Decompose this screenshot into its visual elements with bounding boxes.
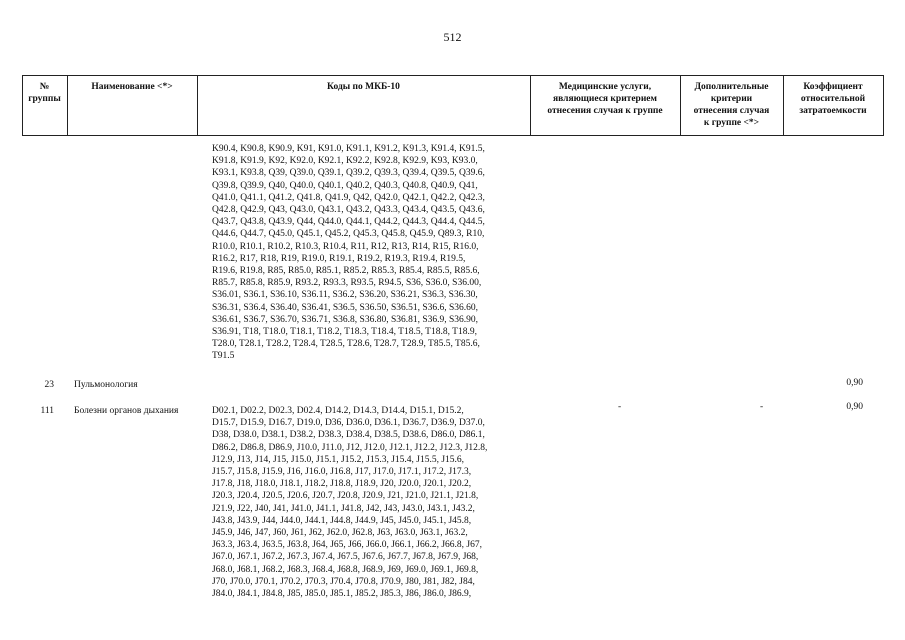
- table-row-codes: K90.4, K90.8, K90.9, K91, K91.0, K91.1, K91.2, K91.3, K91.4, K91.5, K91.8, K91.9, K92, K92.0, K92.1, K92.2, K92.8, K92.9, K93, K93.0, K93.1, K93.8, Q39, Q39.0, Q39.1, Q39.2, Q39.3, Q39.4, Q39.5, Q39.6, Q39.8, Q39.9, Q40, Q40.0, Q40.1, Q40.2, Q40.3, Q40.8, Q40.9, Q41, Q41.0, Q41.1, Q41.2, Q41.8, Q41.9, Q42, Q42.0, Q42.1, Q42.2, Q42.3, Q42.8, Q42.9, Q43, Q43.0, Q43.1, Q43.2, Q43.3, Q43.4, Q43.5, Q43.6, Q43.7, Q43.8, Q43.9, Q44, Q44.0, Q44.1, Q44.2, Q44.3, Q44.4, Q44.5, Q44.6, Q44.7, Q45.0, Q45.1, Q45.2, Q45.3, Q45.8, Q45.9, Q89.3, R10, R10.0, R10.1, R10.2, R10.3, R10.4, R11, R12, R13, R14, R15, R16.0, R16.2, R17, R18, R19, R19.0, R19.1, R19.2, R19.3, R19.4, R19.5, R19.6, R19.8, R85, R85.0, R85.1, R85.2, R85.3, R85.4, R85.5, R85.6, R85.7, R85.8, R85.9, R93.2, R93.3, R93.5, R94.5, S36, S36.0, S36.00, S36.01, S36.1, S36.10, S36.11, S36.2, S36.20, S36.21, S36.3, S36.30, S36.31, S36.4, S36.40, S36.41, S36.5, S36.50, S36.51, S36.6, S36.60, S36.61, S36.7, S36.70, S36.71, S36.8, S36.80, S36.81, S36.9, S36.90, S36.91, T18, T18.0, T18.1, T18.2, T18.3, T18.4, T18.5, T18.8, T18.9, T28.0, T28.1, T28.2, T28.4, T28.5, T28.6, T28.7, T28.9, T85.5, T85.6, T91.5: [212, 144, 485, 362]
- table-row-group-number: 23: [44, 380, 54, 390]
- tariff-table: [22, 75, 884, 640]
- table-row-medical-services: -: [618, 402, 622, 412]
- table-row-codes: D02.1, D02.2, D02.3, D02.4, D14.2, D14.3, D14.4, D15.1, D15.2, D15.7, D15.9, D16.7, D19.0, D36, D36.0, D36.1, D36.7, D36.9, D37.0, D38, D38.0, D38.1, D38.2, D38.3, D38.4, D38.5, D38.6, D86.0, D86.1, D86.2, D86.8, D86.9, J10.0, J11.0, J12, J12.0, J12.1, J12.2, J12.3, J12.8, J12.9, J13, J14, J15, J15.0, J15.1, J15.2, J15.3, J15.4, J15.5, J15.6, J15.7, J15.8, J15.9, J16, J16.0, J16.8, J17, J17.0, J17.1, J17.2, J17.3, J17.8, J18, J18.0, J18.1, J18.2, J18.8, J18.9, J20, J20.0, J20.1, J20.2, J20.3, J20.4, J20.5, J20.6, J20.7, J20.8, J20.9, J21, J21.0, J21.1, J21.8, J21.9, J22, J40, J41, J41.0, J41.1, J41.8, J42, J43, J43.0, J43.1, J43.2, J43.8, J43.9, J44, J44.0, J44.1, J44.8, J44.9, J45, J45.0, J45.1, J45.8, J45.9, J46, J47, J60, J61, J62, J62.0, J62.8, J63, J63.0, J63.1, J63.2, J63.3, J63.4, J63.5, J63.8, J64, J65, J66, J66.0, J66.1, J66.2, J66.8, J67, J67.0, J67.1, J67.2, J67.3, J67.4, J67.5, J67.6, J67.7, J67.8, J67.9, J68, J68.0, J68.1, J68.2, J68.3, J68.4, J68.8, J68.9, J69, J69.0, J69.1, J69.8, J70, J70.0, J70.1, J70.2, J70.3, J70.4, J70.8, J70.9, J80, J81, J82, J84, J84.0, J84.1, J84.8, J85, J85.0, J85.1, J85.2, J85.3, J86, J86.0, J86.9,: [212, 406, 488, 600]
- table-row-additional-criteria: -: [760, 402, 764, 412]
- header-additional-criteria: Дополнительные критерии отнесения случая к группе <*>: [693, 82, 770, 128]
- table-row-name: Пульмонология: [74, 380, 138, 390]
- header-top-border: [22, 75, 884, 76]
- header-group-number: № группы: [28, 82, 61, 104]
- column-border: [883, 75, 884, 135]
- table-row-coefficient: 0,90: [846, 378, 863, 388]
- header-bottom-border: [22, 135, 884, 136]
- table-row-name: Болезни органов дыхания: [74, 406, 179, 416]
- page-number: 512: [443, 30, 462, 44]
- table-row-group-number: 111: [40, 406, 54, 416]
- header-coefficient: Коэффициент относительной затратоемкости: [799, 82, 867, 116]
- header-medical-services: Медицинские услуги, являющиеся критерием отнесения случая к группе: [547, 82, 663, 116]
- header-name: Наименование <*>: [91, 82, 173, 92]
- header-icd-codes: Коды по МКБ-10: [327, 82, 400, 92]
- table-row-coefficient: 0,90: [846, 402, 863, 412]
